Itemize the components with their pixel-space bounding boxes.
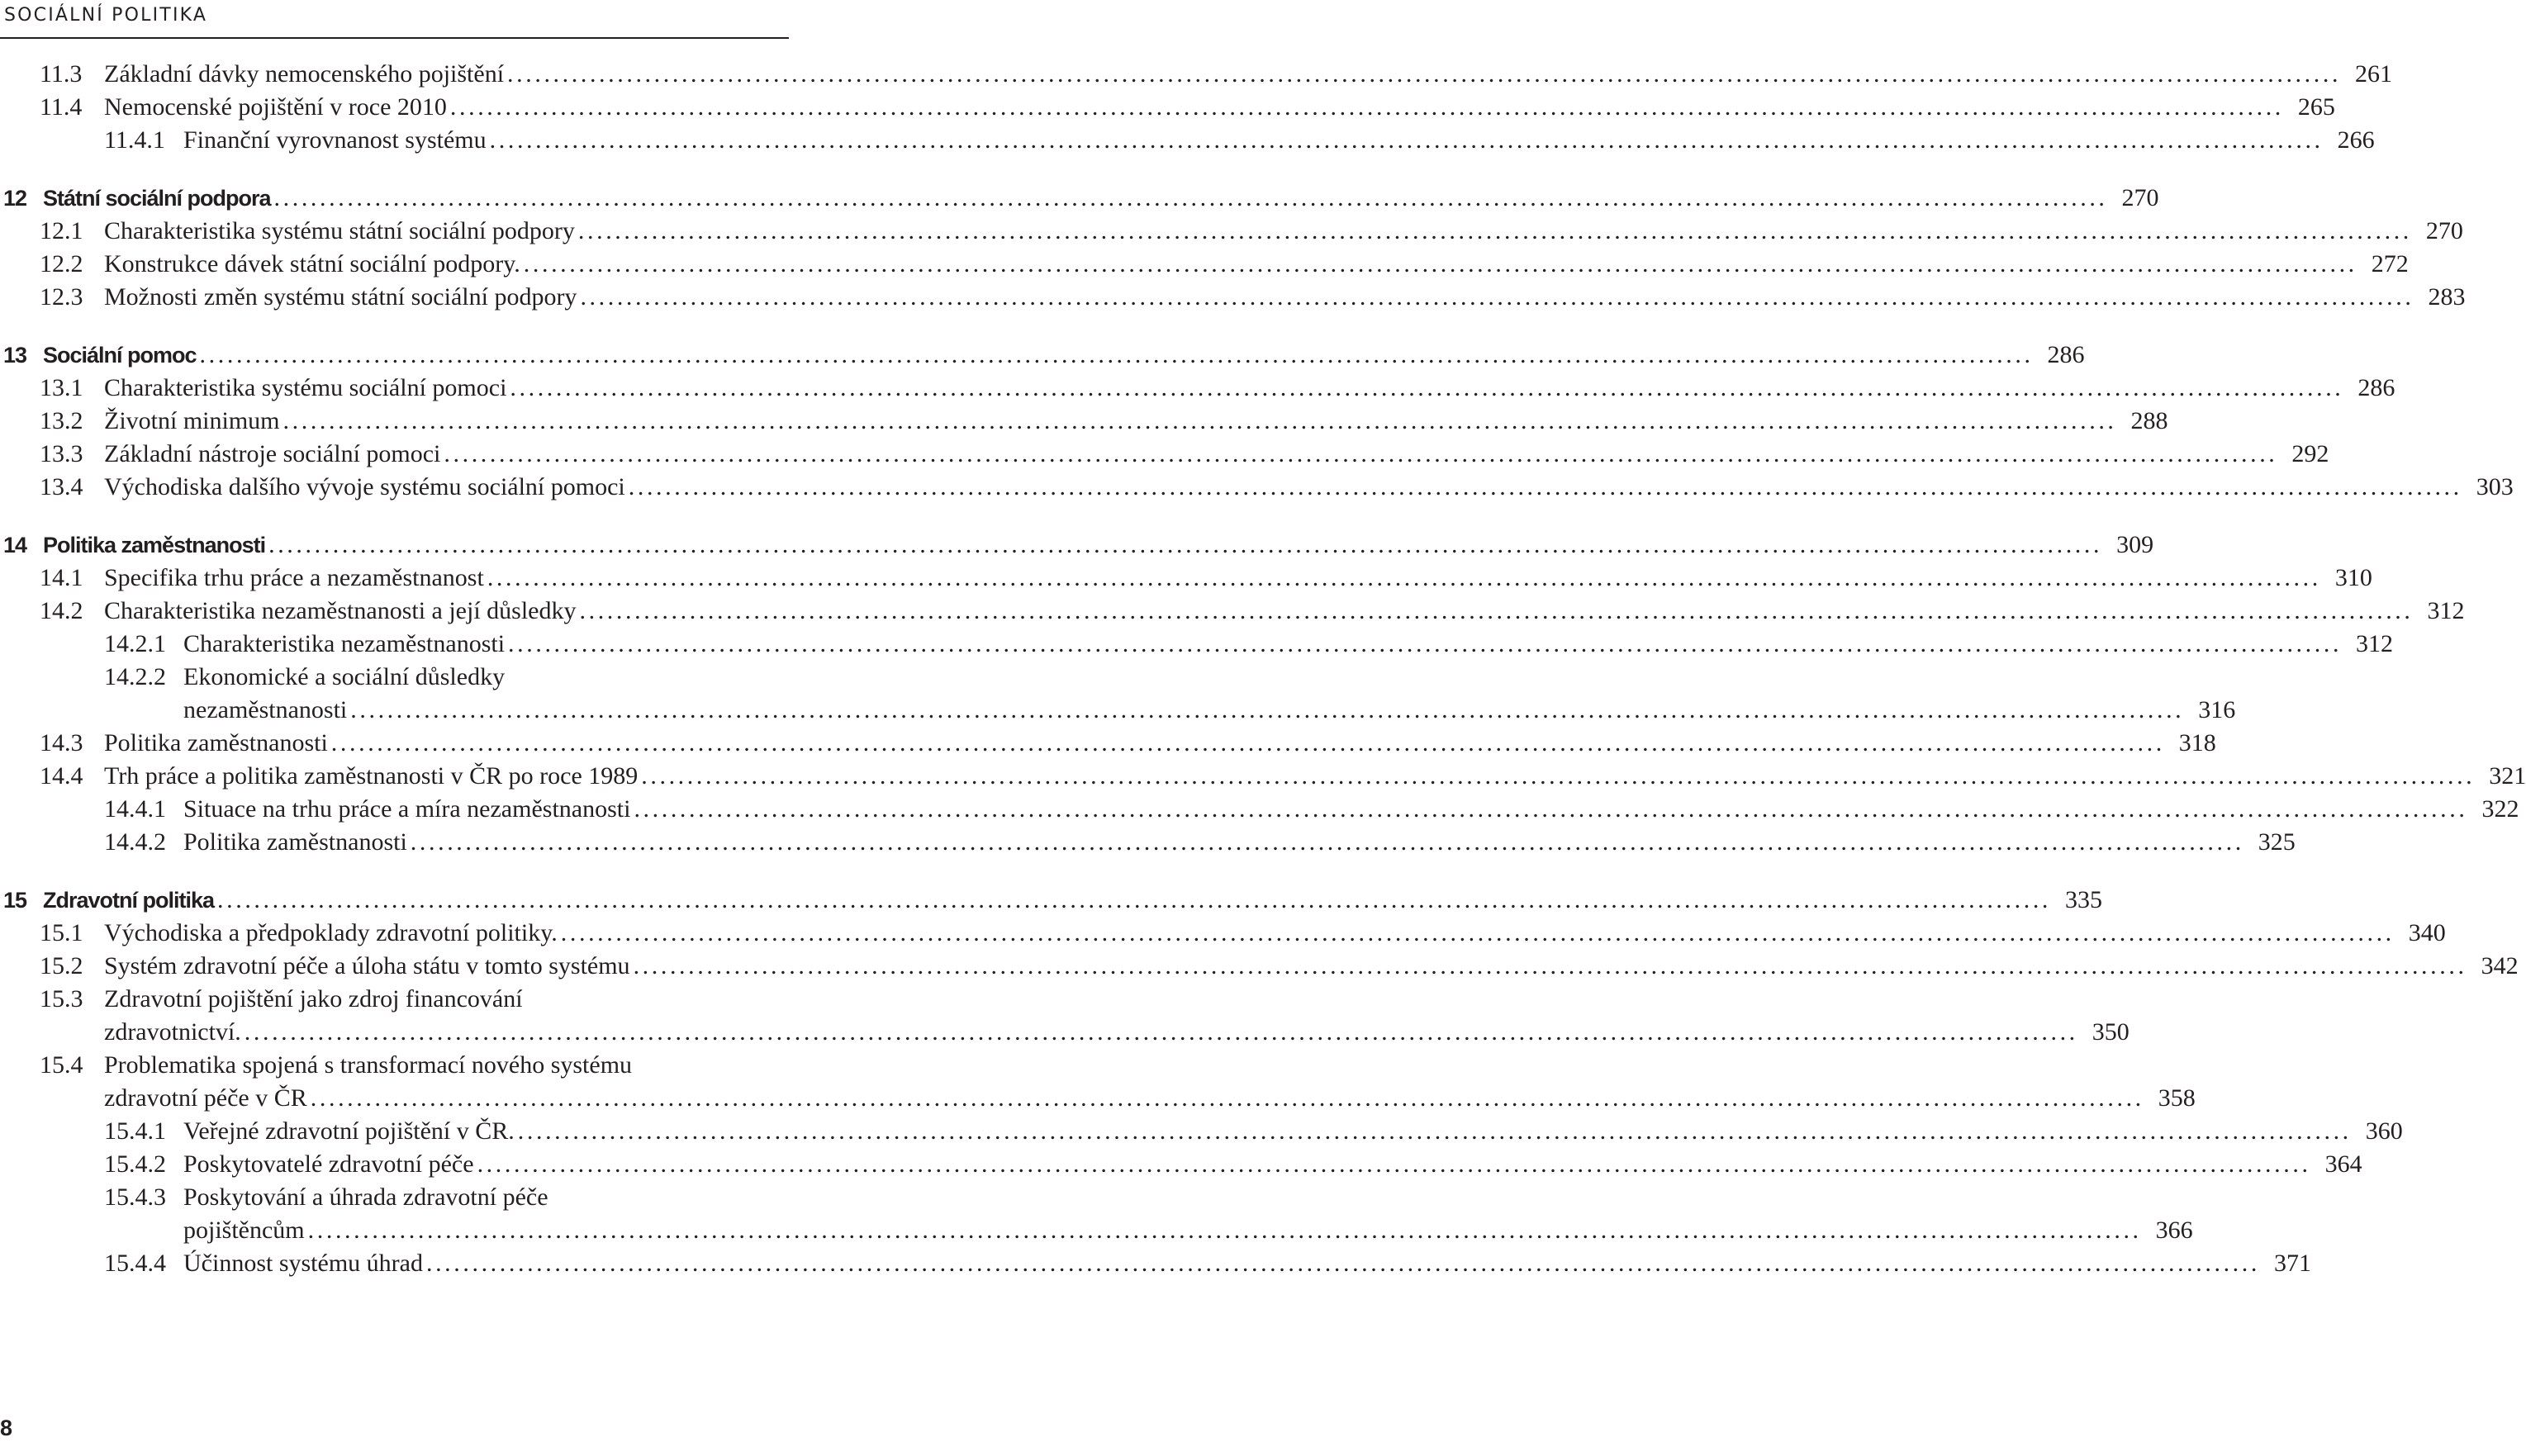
- toc-entry-number: 14.2: [40, 597, 83, 624]
- toc-dot-leader: ........................................................................................................................................................................................................: [268, 531, 2103, 558]
- toc-dot-leader: ........................................................................................................................................................................................................: [508, 630, 2343, 657]
- toc-entry-number: 13.4: [40, 473, 83, 500]
- toc-entry-page: 316: [2198, 696, 2236, 723]
- toc-entry-number: 14.4.1: [104, 795, 166, 823]
- toc-entry-title: Zdravotní politika: [43, 888, 215, 913]
- toc-entry-page: 288: [2130, 407, 2168, 434]
- toc-entry-title: Systém zdravotní péče a úloha státu v tomto systému: [104, 952, 630, 979]
- toc-entry: [0, 694, 2236, 727]
- toc-entry: [0, 471, 2514, 504]
- toc-entry: [0, 182, 2159, 215]
- toc-entry-number: 13.1: [40, 374, 83, 401]
- toc-entry-page: 342: [2481, 952, 2519, 979]
- toc-entry: [0, 1016, 2130, 1049]
- toc-entry-number: 14.4: [40, 762, 83, 790]
- toc-entry-title: pojištěncům: [183, 1216, 305, 1244]
- toc-entry-title: Základní dávky nemocenského pojištění: [104, 60, 505, 88]
- toc-entry: [0, 1049, 793, 1082]
- toc-dot-leader: ........................................................................................................................................................................................................: [507, 60, 2342, 88]
- toc-dot-leader: ........................................................................................................................................................................................................: [310, 1084, 2144, 1112]
- toc-dot-leader: ........................................................................................................................................................................................................: [449, 93, 2284, 121]
- toc-dot-leader: ........................................................................................................................................................................................................: [330, 729, 2165, 756]
- toc-entry: [0, 339, 2085, 372]
- toc-entry: [0, 438, 2329, 471]
- toc-entry-title: Trh práce a politika zaměstnanosti v ČR po roce 1989: [104, 762, 639, 790]
- toc-entry-number: 15.3: [40, 985, 83, 1013]
- toc-dot-leader: ........................................................................................................................................................................................................: [517, 1117, 2352, 1145]
- toc-entry-number: 14.3: [40, 729, 83, 756]
- toc-entry-page: 261: [2355, 60, 2393, 88]
- toc-entry: [0, 248, 2409, 281]
- toc-entry-page: 360: [2365, 1117, 2403, 1145]
- toc-dot-leader: ........................................................................................................................................................................................................: [487, 564, 2321, 591]
- toc-entry-page: 340: [2408, 919, 2446, 946]
- toc-entry-title: Zdravotní pojištění jako zdroj financování: [104, 985, 523, 1013]
- toc-entry-number: 11.4: [40, 93, 83, 121]
- page-number: 8: [0, 1416, 13, 1440]
- toc-entry-page: 350: [2092, 1018, 2130, 1046]
- toc-dot-leader: ........................................................................................................................................................................................................: [634, 795, 2468, 823]
- toc-entry-title: Specifika trhu práce a nezaměstnanost: [104, 564, 484, 591]
- toc-entry: [0, 1082, 2196, 1115]
- toc-entry-number: 12: [3, 186, 27, 211]
- toc-entry: [0, 1247, 2311, 1280]
- toc-dot-leader: ........................................................................................................................................................................................................: [633, 952, 2467, 979]
- toc-entry-title: Ekonomické a sociální důsledky: [183, 663, 506, 690]
- toc-entry-page: 335: [2065, 886, 2103, 913]
- toc-entry: [0, 628, 2394, 661]
- toc-dot-leader: ........................................................................................................................................................................................................: [283, 407, 2117, 434]
- toc-entry-page: 266: [2337, 126, 2375, 154]
- toc-entry: [0, 917, 2446, 950]
- toc-entry: [0, 91, 2335, 124]
- toc-entry-page: 366: [2155, 1216, 2193, 1244]
- toc-entry-page: 309: [2116, 531, 2154, 558]
- toc-entry-title: Účinnost systému úhrad: [183, 1250, 423, 1277]
- toc-entry-page: 270: [2425, 217, 2463, 244]
- toc-entry: [0, 215, 2463, 248]
- toc-entry-number: 11.4.1: [104, 126, 165, 154]
- toc-entry-title: Veřejné zdravotní pojištění v ČR.: [183, 1117, 515, 1145]
- toc-entry: [0, 372, 2395, 405]
- toc-entry-page: 303: [2476, 473, 2514, 500]
- toc-entry: [0, 661, 793, 694]
- toc-entry-page: 270: [2121, 184, 2159, 211]
- toc-entry-number: 14.2.1: [104, 630, 166, 657]
- toc-entry-title: Situace na trhu práce a míra nezaměstnanosti: [183, 795, 631, 823]
- toc-entry-title: zdravotnictví.: [104, 1018, 241, 1046]
- toc-entry-title: Politika zaměstnanosti: [43, 533, 266, 557]
- toc-entry-page: 358: [2158, 1084, 2196, 1112]
- toc-entry-page: 286: [2047, 341, 2085, 368]
- toc-dot-leader: ........................................................................................................................................................................................................: [560, 919, 2395, 946]
- toc-entry-title: Poskytovatelé zdravotní péče: [183, 1150, 474, 1178]
- toc-dot-leader: ........................................................................................................................................................................................................: [523, 250, 2357, 277]
- toc-entry-page: 283: [2428, 283, 2466, 311]
- toc-entry: [0, 58, 2393, 91]
- toc-entry-title: Nemocenské pojištění v roce 2010: [104, 93, 447, 121]
- toc-entry-page: 310: [2334, 564, 2372, 591]
- toc-entry-number: 13: [3, 343, 27, 368]
- toc-entry-number: 14.2.2: [104, 663, 166, 690]
- toc-dot-leader: ........................................................................................................................................................................................................: [477, 1150, 2311, 1178]
- toc-entry-page: 286: [2357, 374, 2395, 401]
- toc-entry-title: Východiska dalšího vývoje systému sociální pomoci: [104, 473, 625, 500]
- toc-entry: [0, 281, 2466, 314]
- toc-entry-page: 318: [2178, 729, 2216, 756]
- toc-entry-number: 15.4.4: [104, 1250, 166, 1277]
- toc-dot-leader: ........................................................................................................................................................................................................: [641, 762, 2476, 790]
- toc-dot-leader: ........................................................................................................................................................................................................: [577, 217, 2412, 244]
- toc-entry-page: 322: [2481, 795, 2519, 823]
- toc-entry-title: Životní minimum: [104, 407, 280, 434]
- toc-dot-leader: ........................................................................................................................................................................................................: [244, 1018, 2078, 1046]
- toc-dot-leader: ........................................................................................................................................................................................................: [510, 374, 2344, 401]
- toc-entry-page: 312: [2427, 597, 2465, 624]
- toc-entry: [0, 983, 793, 1016]
- toc-dot-leader: ........................................................................................................................................................................................................: [579, 597, 2414, 624]
- toc-dot-leader: ........................................................................................................................................................................................................: [273, 184, 2108, 211]
- toc-entry: [0, 529, 2154, 562]
- toc-dot-leader: ........................................................................................................................................................................................................: [580, 283, 2414, 311]
- toc-entry-page: 265: [2297, 93, 2335, 121]
- toc-entry-title: Charakteristika systému státní sociální podpory: [104, 217, 575, 244]
- toc-entry-title: Poskytování a úhrada zdravotní péče: [183, 1183, 548, 1211]
- toc-entry-number: 13.2: [40, 407, 83, 434]
- toc-entry: [0, 793, 2519, 826]
- toc-dot-leader: ........................................................................................................................................................................................................: [217, 886, 2052, 913]
- toc-dot-leader: ........................................................................................................................................................................................................: [307, 1216, 2142, 1244]
- toc-entry-page: 364: [2324, 1150, 2362, 1178]
- toc-entry-title: Východiska a předpoklady zdravotní politiky.: [104, 919, 558, 946]
- toc-entry-title: Možnosti změn systému státní sociální podpory: [104, 283, 577, 311]
- toc-entry-page: 312: [2356, 630, 2394, 657]
- toc-entry-title: Základní nástroje sociální pomoci: [104, 440, 441, 467]
- toc-entry: [0, 760, 2526, 793]
- toc-entry: [0, 562, 2372, 595]
- toc-entry-page: 272: [2371, 250, 2409, 277]
- running-head: SOCIÁLNÍ POLITIKA: [4, 5, 208, 26]
- toc-entry-title: zdravotní péče v ČR: [104, 1084, 307, 1112]
- toc-entry-title: Konstrukce dávek státní sociální podpory.: [104, 250, 520, 277]
- toc-entry-number: 15.4.3: [104, 1183, 166, 1211]
- toc-entry-number: 15.4: [40, 1051, 83, 1079]
- toc-entry: [0, 124, 2375, 157]
- toc-entry-title: Charakteristika nezaměstnanosti: [183, 630, 506, 657]
- toc-entry-number: 14.4.2: [104, 828, 166, 856]
- toc-entry-number: 14: [3, 533, 27, 557]
- toc-entry: [0, 1214, 2193, 1247]
- toc-entry-title: nezaměstnanosti: [183, 696, 348, 723]
- toc-entry-title: Problematika spojená s transformací nového systému: [104, 1051, 633, 1079]
- toc-entry: [0, 595, 2465, 628]
- toc-entry: [0, 826, 2296, 859]
- toc-dot-leader: ........................................................................................................................................................................................................: [444, 440, 2278, 467]
- toc-entry-title: Charakteristika systému sociální pomoci: [104, 374, 507, 401]
- toc-entry-title: Charakteristika nezaměstnanosti a její důsledky: [104, 597, 577, 624]
- toc-entry-page: 321: [2489, 762, 2526, 790]
- toc-entry-title: Finanční vyrovnanost systému: [183, 126, 487, 154]
- toc-entry-page: 292: [2291, 440, 2329, 467]
- toc-entry-number: 12.2: [40, 250, 83, 277]
- toc-entry-page: 325: [2258, 828, 2296, 856]
- toc-entry: [0, 884, 2103, 917]
- toc-entry-number: 12.3: [40, 283, 83, 311]
- toc-entry-title: Státní sociální podpora: [43, 186, 271, 211]
- toc-dot-leader: ........................................................................................................................................................................................................: [489, 126, 2324, 154]
- toc-entry: [0, 1181, 793, 1214]
- header-rule: [0, 37, 789, 39]
- toc-entry-number: 14.1: [40, 564, 83, 591]
- toc-entry-title: Politika zaměstnanosti: [183, 828, 407, 856]
- toc-entry-number: 15.1: [40, 919, 83, 946]
- toc-entry-number: 15.4.1: [104, 1117, 166, 1145]
- toc-entry-number: 13.3: [40, 440, 83, 467]
- toc-entry-number: 11.3: [40, 60, 83, 88]
- toc-entry: [0, 727, 2216, 760]
- toc-entry-title: Sociální pomoc: [43, 343, 197, 368]
- toc-entry: [0, 950, 2519, 983]
- toc-entry-number: 15.2: [40, 952, 83, 979]
- toc-entry-number: 15: [3, 888, 27, 913]
- toc-entry-number: 15.4.2: [104, 1150, 166, 1178]
- toc-dot-leader: ........................................................................................................................................................................................................: [199, 341, 2034, 368]
- toc-entry: [0, 1148, 2362, 1181]
- toc-entry: [0, 405, 2168, 438]
- toc-dot-leader: ........................................................................................................................................................................................................: [410, 828, 2244, 856]
- toc-entry-number: 12.1: [40, 217, 83, 244]
- toc-entry: [0, 1115, 2403, 1148]
- toc-dot-leader: ........................................................................................................................................................................................................: [425, 1250, 2260, 1277]
- toc-entry-title: Politika zaměstnanosti: [104, 729, 328, 756]
- toc-entry-page: 371: [2273, 1250, 2311, 1277]
- toc-dot-leader: ........................................................................................................................................................................................................: [628, 473, 2462, 500]
- toc-dot-leader: ........................................................................................................................................................................................................: [350, 696, 2185, 723]
